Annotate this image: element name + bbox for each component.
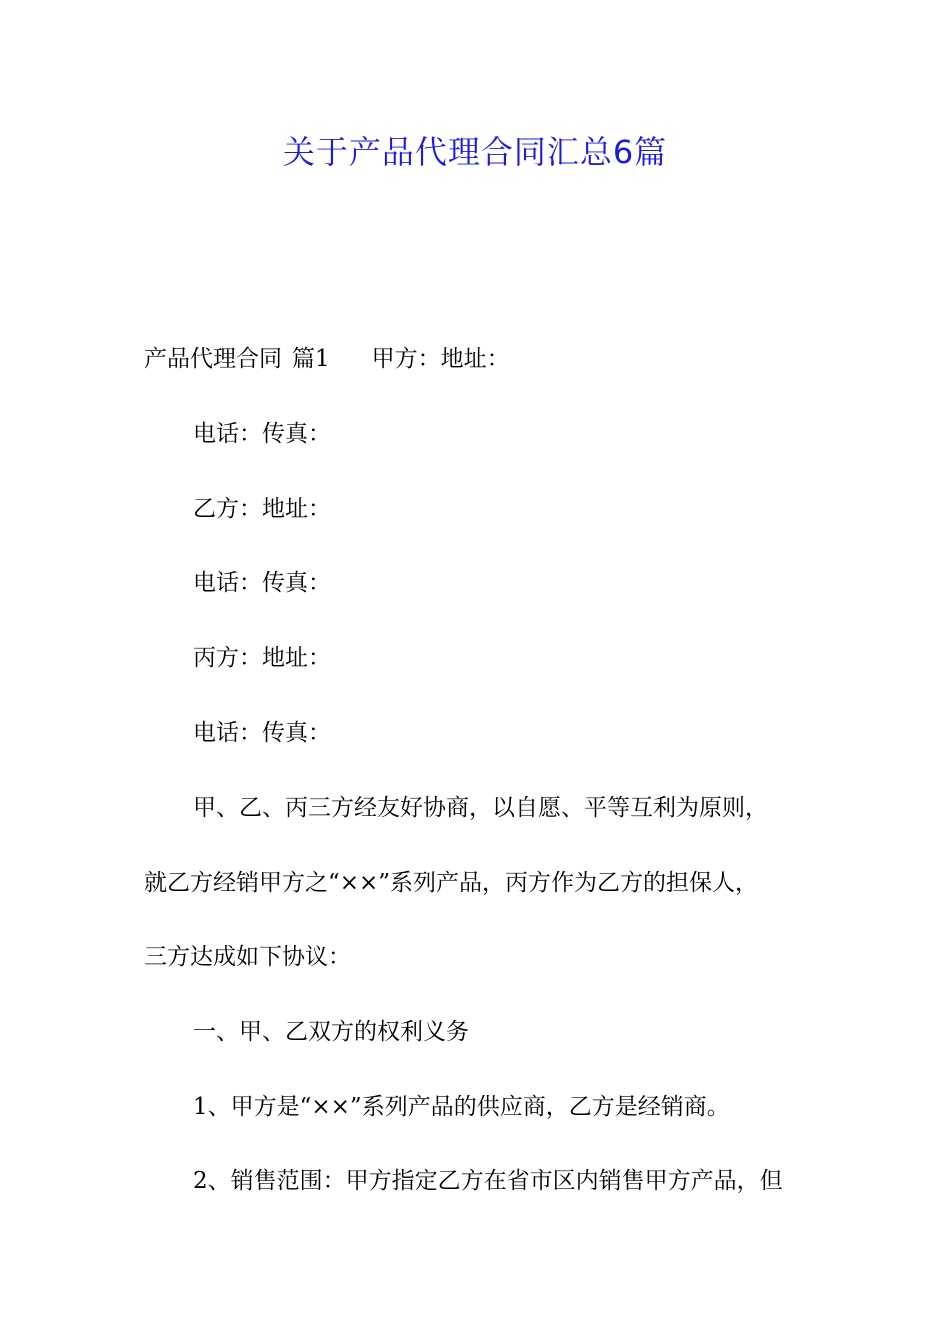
paragraph-line: 电话：传真：: [193, 720, 331, 746]
document-title: 关于产品代理合同汇总6篇: [282, 133, 668, 171]
paragraph-line: 甲、乙、丙三方经友好协商，以自愿、平等互利为原则，: [193, 795, 768, 821]
paragraph-line: 电话：传真：: [193, 570, 331, 596]
paragraph-line: 电话：传真：: [193, 421, 331, 447]
party-a-address: 甲方：地址：: [371, 346, 510, 372]
paragraph-line: 三方达成如下协议：: [144, 944, 351, 970]
heading-label: 产品代理合同: [144, 346, 282, 372]
contract-heading: [144, 342, 510, 376]
paragraph-line: 1、甲方是“××”系列产品的供应商，乙方是经销商。: [193, 1094, 730, 1120]
paragraph-line: 丙方：地址：: [193, 645, 331, 671]
paragraph-line: 2、销售范围：甲方指定乙方在省市区内销售甲方产品，但: [193, 1168, 783, 1194]
heading-number: 篇1: [292, 346, 330, 372]
paragraph-line: 乙方：地址：: [193, 496, 331, 522]
paragraph-line: 就乙方经销甲方之“××”系列产品，丙方作为乙方的担保人，: [144, 870, 759, 896]
section-heading: 一、甲、乙双方的权利义务: [193, 1019, 469, 1045]
